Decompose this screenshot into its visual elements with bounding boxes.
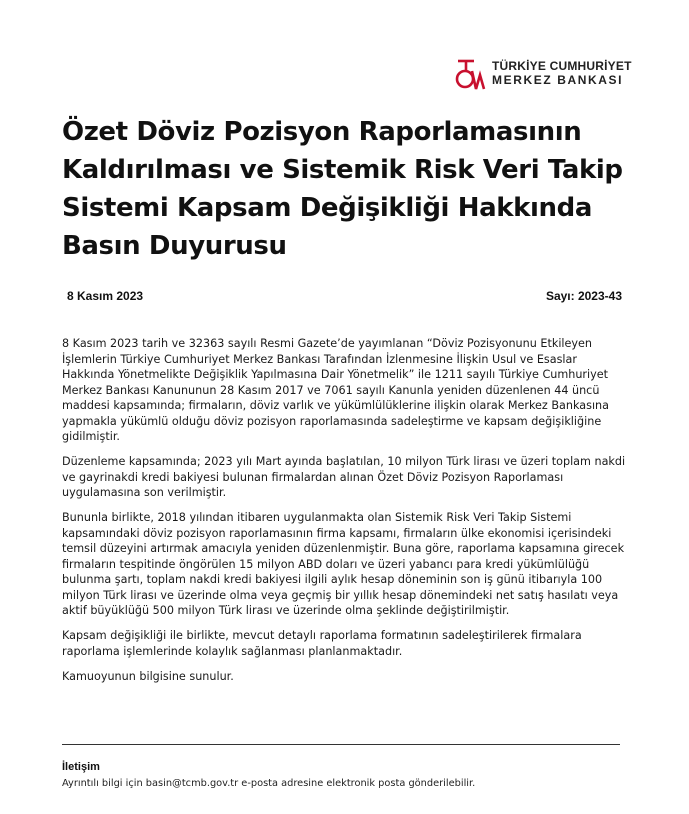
release-date: 8 Kasım 2023	[67, 289, 144, 303]
press-release-body	[62, 336, 628, 694]
paragraph: 8 Kasım 2023 tarih ve 32363 sayılı Resmi Gazete’de yayımlanan “Döviz Pozisyonunu Etkileyen İşlemlerin Türkiye Cumhuriyet Merkez Bankası Tarafından İzlenmesine İlişkin Usul ve Esaslar Hakkında Yönetmelikte Değişiklik Yapılmasına Dair Yönetmelik” ile 1211 sayılı Türkiye Cumhuriyet Merkez Bankası Kanununun 28 Kasım 2017 ve 7061 sayılı Kanunla yeniden düzenlenen 44 üncü maddesi kapsamında; firmaların, döviz varlık ve yükümlülüklerine ilişkin olarak Merkez Bankasına yapmakla yükümlü olduğu döviz pozisyon raporlamasında sadeleştirme ve kapsam değişikliğine gidilmiştir.	[62, 337, 609, 443]
paragraph: Kamuoyunun bilgisine sunulur.	[62, 669, 234, 683]
paragraph: Düzenleme kapsamında; 2023 yılı Mart ayında başlatılan, 10 milyon Türk lirası ve üzeri toplam nakdi ve gayrinakdi kredi bakiyesi bulunan firmalardan alınan Özet Döviz Pozisyon Raporlaması uygulamasına son verilmiştir.	[62, 455, 626, 499]
release-number: Sayı: 2023-43	[545, 289, 622, 303]
divider	[62, 744, 620, 745]
contact-heading: İletişim	[62, 761, 100, 773]
paragraph: Kapsam değişikliği ile birlikte, mevcut detaylı raporlama formatının sadeleştirilerek firmalara raporlama işlemlerinde kolaylık sağlanması planlanmaktadır.	[62, 629, 582, 658]
tcmb-logo-icon	[452, 55, 488, 95]
page-title: Özet Döviz Pozisyon Raporlamasının Kaldırılması ve Sistemik Risk Veri Takip Sistemi Kapsam Değişikliği Hakkında Basın Duyurusu	[62, 117, 623, 261]
logo-line-2: MERKEZ BANKASI	[492, 73, 624, 87]
paragraph: Bununla birlikte, 2018 yılından itibaren uygulanmakta olan Sistemik Risk Veri Takip Sistemi kapsamındaki döviz pozisyon raporlamasının firma kapsamı, firmaların ülke ekonomisi içerisindeki temsil düzeyini artırmak amacıyla yeniden düzenlenmiştir. Buna göre, raporlama kapsamına girecek firmaların tespitinde öngörülen 15 milyon ABD doları ve üzeri yabancı para kredi yükümlülüğü bulunma şartı, toplam nakdi kredi bakiyesi ilgili aylık hesap döneminin son iş günü itibarıyla 100 milyon Türk lirası ve üzerinde olma veya geçmiş bir yıllık hesap dönemindeki net satış hasılatı veya aktif büyüklüğü 500 milyon Türk lirası ve üzerinde olma şeklinde değiştirilmiştir.	[62, 511, 625, 617]
contact-text: Ayrıntılı bilgi için basin@tcmb.gov.tr e-posta adresine elektronik posta gönderilebilir.	[62, 778, 476, 789]
tcmb-logo	[452, 55, 632, 95]
logo-line-1: TÜRKİYE CUMHURİYET	[492, 59, 632, 73]
